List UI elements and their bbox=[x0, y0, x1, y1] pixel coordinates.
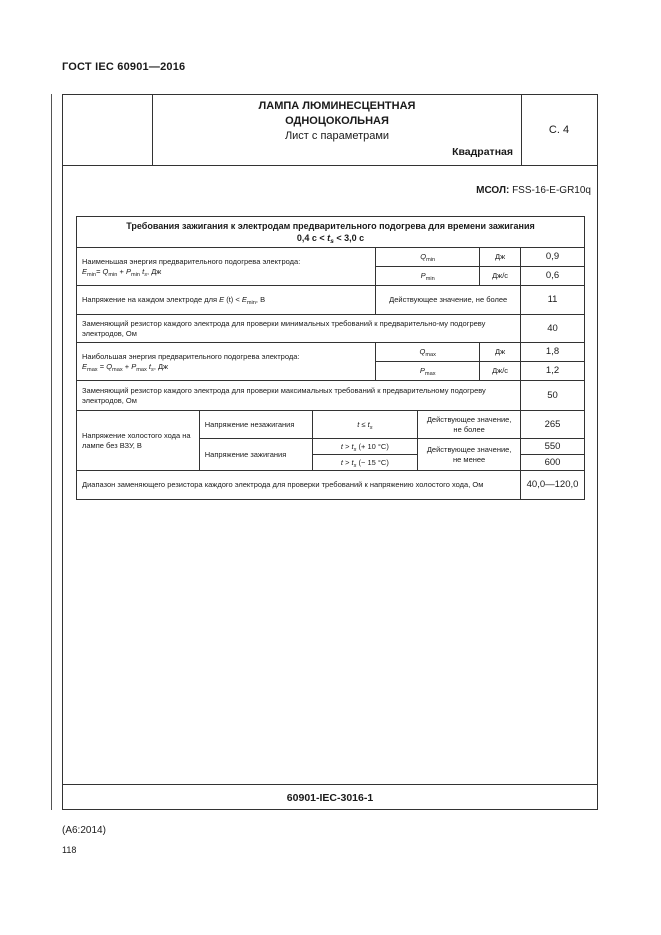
max-energy-q-unit: Дж bbox=[480, 343, 521, 362]
min-energy-formula-q-sub: min bbox=[108, 271, 118, 278]
q-max-sub: max bbox=[425, 352, 436, 359]
min-energy-p-unit: Дж/с bbox=[480, 267, 521, 286]
header-page-ref: С. 4 bbox=[548, 123, 570, 136]
mcol-designation bbox=[476, 185, 591, 196]
sheet-header bbox=[62, 94, 598, 166]
min-energy-text: Наименьшая энергия предварительного подогрева электрода: bbox=[82, 257, 301, 267]
table-row-open-circuit-non-ignition bbox=[77, 411, 585, 439]
ign1-ts: t bbox=[351, 441, 354, 451]
ignition-qualifier: Действующее значение, не менее bbox=[418, 439, 521, 471]
ignition-requirements-table bbox=[76, 216, 585, 500]
header-center-cell bbox=[152, 94, 522, 165]
table-header-row bbox=[77, 217, 585, 248]
mcol-label: МСОЛ: bbox=[476, 185, 510, 196]
ign1-sub: s bbox=[353, 446, 357, 453]
sub-min-value: 40 bbox=[521, 315, 585, 343]
max-energy-label bbox=[77, 343, 376, 381]
min-energy-formula-t: t bbox=[140, 266, 145, 276]
table-row-sub-min bbox=[77, 315, 585, 343]
non-ignition-value: 265 bbox=[521, 411, 585, 439]
min-energy-q-value: 0,9 bbox=[521, 248, 585, 267]
header-lamp-type: Квадратная bbox=[452, 146, 513, 158]
non-ign-sub: s bbox=[369, 424, 373, 431]
max-energy-formula-t: t bbox=[146, 361, 151, 371]
max-energy-formula-e-sub: max bbox=[87, 366, 98, 373]
min-energy-q-unit: Дж bbox=[480, 248, 521, 267]
min-energy-formula-eq: = bbox=[96, 266, 103, 276]
p-min-sub: min bbox=[425, 276, 435, 283]
min-energy-formula-unit: , Дж bbox=[147, 266, 162, 276]
min-energy-formula-t-sub: s bbox=[144, 271, 148, 278]
max-energy-q-value: 1,8 bbox=[521, 343, 585, 362]
ign2-t: t bbox=[340, 457, 343, 467]
ignition-condition-1 bbox=[312, 439, 418, 455]
max-energy-formula-eq: = bbox=[97, 361, 107, 371]
max-energy-q-symbol bbox=[376, 343, 480, 362]
header-title-line1: ЛАМПА ЛЮМИНЕСЦЕНТНАЯ bbox=[258, 100, 416, 112]
min-energy-formula-e-sub: min bbox=[87, 271, 97, 278]
table-row-sub-max bbox=[77, 381, 585, 411]
min-energy-p-value: 0,6 bbox=[521, 267, 585, 286]
sheet-code: 60901-IEC-3016-1 bbox=[62, 784, 598, 810]
non-ignition-condition bbox=[312, 411, 418, 439]
max-energy-p-symbol bbox=[376, 362, 480, 381]
page-number: 118 bbox=[62, 845, 77, 855]
max-energy-formula-q-sub: max bbox=[112, 366, 123, 373]
voltage-label-e2: E bbox=[241, 295, 247, 305]
ign1-temp: (+ 10 °С) bbox=[356, 441, 389, 451]
margin-rule bbox=[51, 94, 52, 810]
p-max-sym: P bbox=[419, 366, 425, 376]
min-energy-p-symbol bbox=[376, 267, 480, 286]
max-energy-formula-plus: + bbox=[122, 361, 132, 371]
ignition-value-2: 600 bbox=[521, 455, 585, 471]
voltage-condition: Действующее значение, не более bbox=[376, 286, 521, 315]
non-ignition-label: Напряжение незажигания bbox=[199, 411, 312, 439]
voltage-label-unit: , В bbox=[255, 295, 266, 305]
range-value: 40,0—120,0 bbox=[521, 471, 585, 500]
voltage-label-sub: min bbox=[246, 300, 256, 307]
ign2-op: > bbox=[342, 457, 352, 467]
max-energy-formula-t-sub: s bbox=[151, 366, 154, 373]
ign2-temp: (− 15 °С) bbox=[356, 457, 389, 467]
max-energy-formula-e: E bbox=[82, 361, 88, 371]
max-energy-p-unit: Дж/с bbox=[480, 362, 521, 381]
max-energy-text: Наибольшая энергия предварительного подогрева электрода: bbox=[82, 352, 300, 362]
q-min-sym: Q bbox=[420, 252, 427, 262]
mcol-value: FSS-16-E-GR10q bbox=[512, 185, 591, 196]
sub-min-label: Заменяющий резистор каждого электрода для проверки минимальных требований к предварительно-му подогреву электродов, Ом bbox=[77, 315, 521, 343]
p-min-sym: P bbox=[420, 271, 426, 281]
header-left-cell bbox=[62, 94, 153, 165]
min-energy-formula-q: Q bbox=[102, 266, 109, 276]
ignition-value-1: 550 bbox=[521, 439, 585, 455]
sub-max-label: Заменяющий резистор каждого электрода для проверки максимальных требований к предварительному подогреву электродов, Ом bbox=[77, 381, 521, 411]
non-ign-t: t bbox=[357, 419, 360, 429]
open-circuit-label: Напряжение холостого хода на лампе без ВЗУ, В bbox=[77, 411, 200, 471]
voltage-label-text: Напряжение на каждом электроде для bbox=[82, 295, 220, 305]
voltage-label-t: (t) < bbox=[224, 295, 242, 305]
table-title-symbol: t bbox=[327, 233, 331, 244]
non-ignition-qualifier: Действующее значение, не более bbox=[418, 411, 521, 439]
voltage-label-e: E bbox=[219, 295, 225, 305]
ign1-t: t bbox=[340, 441, 343, 451]
range-label: Диапазон заменяющего резистора каждого электрода для проверки требований к напряжению холостого хода, Ом bbox=[77, 471, 521, 500]
non-ign-ts: t bbox=[367, 419, 370, 429]
max-energy-formula-p: P bbox=[131, 361, 137, 371]
min-energy-formula-plus: + bbox=[117, 266, 126, 276]
max-energy-p-value: 1,2 bbox=[521, 362, 585, 381]
q-max-sym: Q bbox=[419, 347, 426, 357]
ignition-condition-2 bbox=[312, 455, 418, 471]
ign2-ts: t bbox=[351, 457, 354, 467]
table-title-text: Требования зажигания к электродам предварительного подогрева для времени зажигания bbox=[126, 221, 535, 231]
table-row-range bbox=[77, 471, 585, 500]
ign1-op: > bbox=[342, 441, 352, 451]
max-energy-formula-q: Q bbox=[106, 361, 113, 371]
table-title-range-end: < 3,0 с bbox=[333, 233, 365, 244]
p-max-sub: max bbox=[424, 371, 436, 378]
standard-title: ГОСТ IEC 60901—2016 bbox=[62, 61, 186, 73]
table-row-max-energy bbox=[77, 343, 585, 362]
voltage-label bbox=[77, 286, 376, 315]
table-row-min-energy bbox=[77, 248, 585, 267]
ignition-label: Напряжение зажигания bbox=[199, 439, 312, 471]
ign2-sub: s bbox=[353, 462, 357, 469]
table-title bbox=[77, 217, 585, 248]
min-energy-q-symbol bbox=[376, 248, 480, 267]
header-title-line2: ОДНОЦОКОЛЬНАЯ bbox=[285, 115, 389, 127]
sub-max-value: 50 bbox=[521, 381, 585, 411]
min-energy-formula-e: E bbox=[82, 266, 88, 276]
min-energy-label bbox=[77, 248, 376, 286]
header-subtitle: Лист с параметрами bbox=[284, 130, 390, 142]
max-energy-formula-unit: , Дж bbox=[153, 361, 169, 371]
min-energy-formula-p-sub: min bbox=[131, 271, 141, 278]
table-row-voltage bbox=[77, 286, 585, 315]
table-title-range-start: 0,4 с < bbox=[296, 233, 328, 244]
min-energy-formula-p: P bbox=[125, 266, 131, 276]
max-energy-formula-p-sub: max bbox=[136, 366, 147, 373]
table-title-subscript: s bbox=[330, 238, 334, 246]
non-ign-op: ≤ bbox=[359, 419, 368, 429]
amendment-note: (A6:2014) bbox=[62, 825, 106, 836]
voltage-value: 11 bbox=[521, 286, 585, 315]
q-min-sub: min bbox=[426, 257, 436, 264]
